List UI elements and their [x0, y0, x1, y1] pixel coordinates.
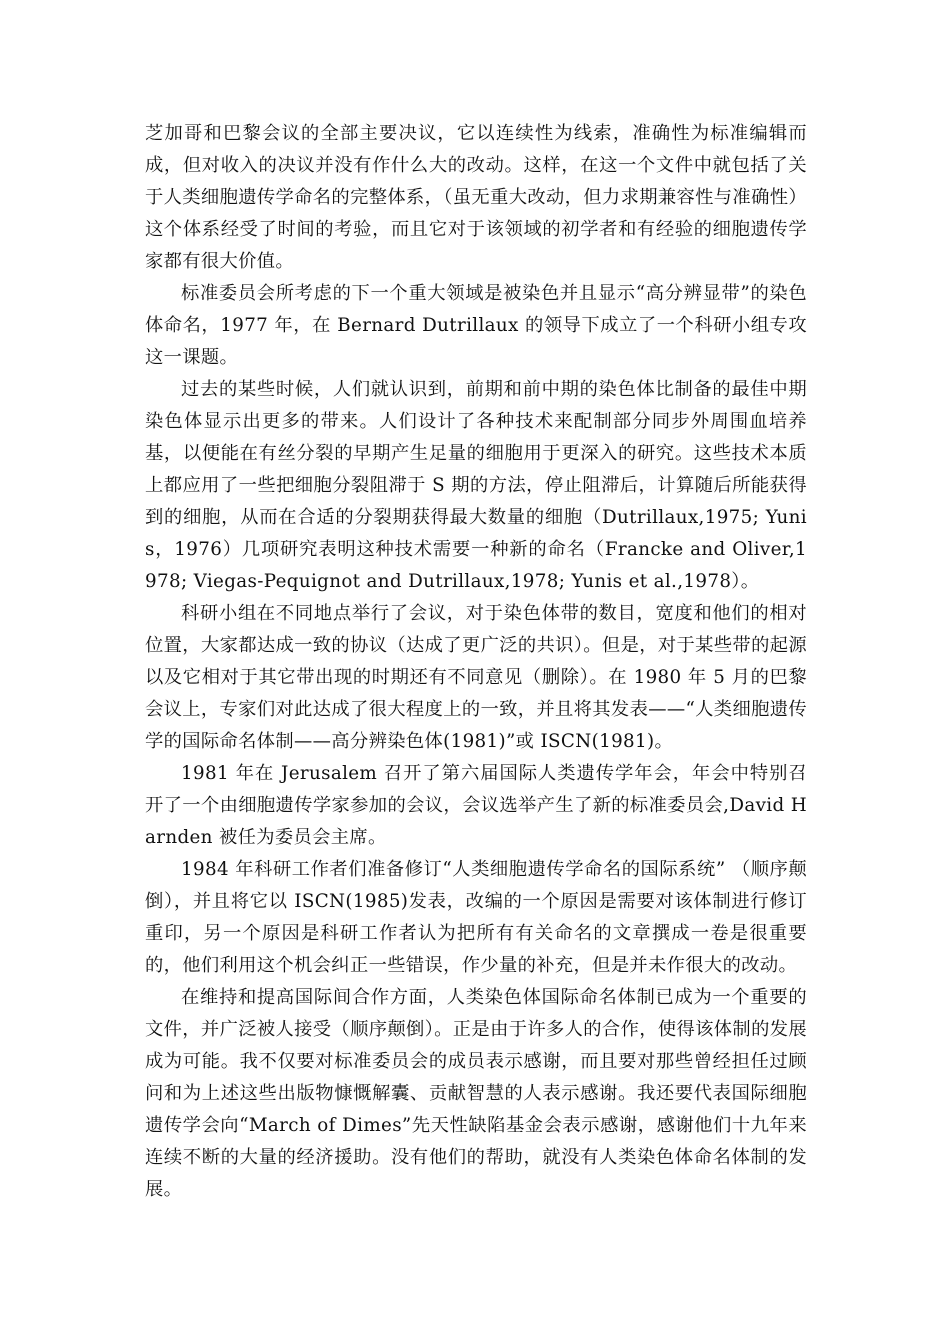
- paragraph-6: 1984 年科研工作者们准备修订“人类细胞遗传学命名的国际系统” （顺序颠倒），并且将它以 ISCN(1985)发表，改编的一个原因是需要对该体制进行修订重印，另一个原因是科研工作者认为把所有有关命名的文章撰成一卷是很重要的，他们利用这个机会纠正一些错误，作少量的补充，但是并未作很大的改动。: [145, 859, 807, 976]
- paragraph-3: 过去的某些时候，人们就认识到，前期和前中期的染色体比制备的最佳中期染色体显示出更多的带来。人们设计了各种技术来配制部分同步外周围血培养基，以便能在有丝分裂的早期产生足量的细胞用于更深入的研究。这些技术本质上都应用了一些把细胞分裂阻滞于 S 期的方法，停止阻滞后，计算随后所能获得到的细胞，从而在合适的分裂期获得最大数量的细胞（Dutrillaux,1975; Yunis，1976）几项研究表明这种技术需要一种新的命名（Francke and Oliver,1978; Viegas-Pequignot and Dutrillaux,1978; Yunis et al.,1978）。: [145, 379, 807, 592]
- paragraph-4: 科研小组在不同地点举行了会议，对于染色体带的数目，宽度和他们的相对位置，大家都达成一致的协议（达成了更广泛的共识）。但是，对于某些带的起源以及它相对于其它带出现的时期还有不同意见（删除）。在 1980 年 5 月的巴黎会议上，专家们对此达成了很大程度上的一致，并且将其发表——“人类细胞遗传学的国际命名体制——高分辨染色体(1981)”或 ISCN(1981)。: [145, 603, 807, 752]
- paragraph-2: 标准委员会所考虑的下一个重大领域是被染色并且显示“高分辨显带”的染色体命名，1977 年，在 Bernard Dutrillaux 的领导下成立了一个科研小组专攻这一课题。: [145, 283, 807, 368]
- document-body: [145, 118, 807, 1206]
- paragraph-5: 1981 年在 Jerusalem 召开了第六届国际人类遗传学年会，年会中特别召开了一个由细胞遗传学家参加的会议，会议选举产生了新的标准委员会,David Harnden 被任为委员会主席。: [145, 763, 807, 848]
- paragraph-1: 芝加哥和巴黎会议的全部主要决议，它以连续性为线索，准确性为标准编辑而成，但对收入的决议并没有作什么大的改动。这样，在这一个文件中就包括了关于人类细胞遗传学命名的完整体系，（虽无重大改动，但力求期兼容性与准确性）这个体系经受了时间的考验，而且它对于该领域的初学者和有经验的细胞遗传学家都有很大价值。: [145, 123, 807, 272]
- paragraph-7: 在维持和提高国际间合作方面，人类染色体国际命名体制已成为一个重要的文件，并广泛被人接受（顺序颠倒）。正是由于许多人的合作，使得该体制的发展成为可能。我不仅要对标准委员会的成员表示感谢，而且要对那些曾经担任过顾问和为上述这些出版物慷慨解囊、贡献智慧的人表示感谢。我还要代表国际细胞遗传学会向“March of Dimes”先天性缺陷基金会表示感谢，感谢他们十九年来连续不断的大量的经济援助。没有他们的帮助，就没有人类染色体命名体制的发展。: [145, 987, 807, 1200]
